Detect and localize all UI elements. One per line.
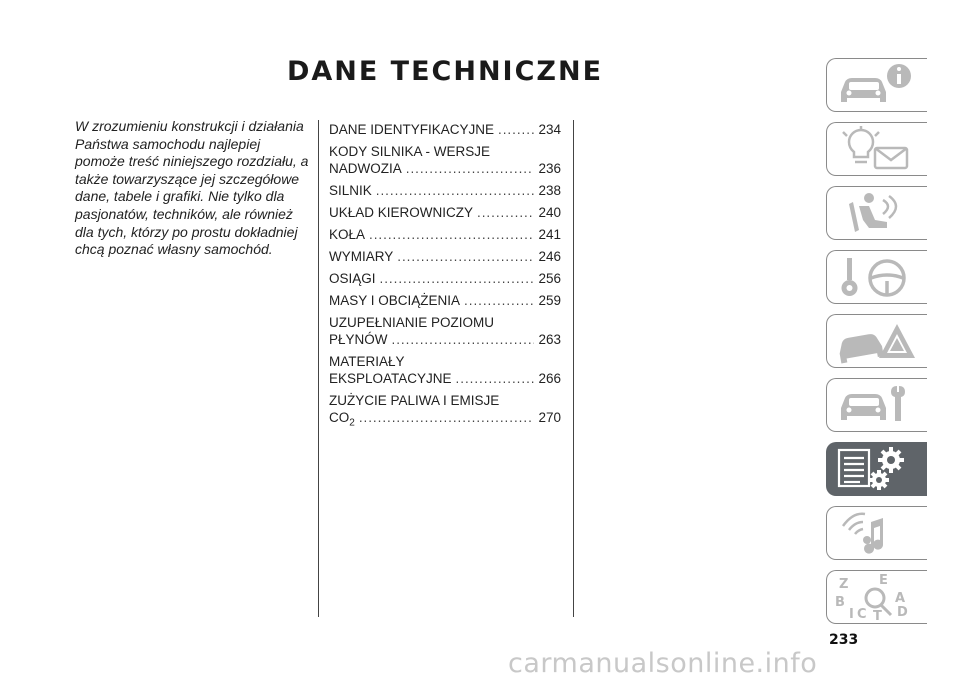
toc-label: UZUPEŁNIANIE POZIOMU [329,315,495,330]
toc-page-number: 246 [538,249,561,264]
toc-page-number: 238 [538,183,561,198]
toc-entry[interactable] [329,248,561,265]
svg-text:I: I [849,607,854,620]
tab-multimedia[interactable] [826,506,927,560]
tab-emergency[interactable] [826,314,927,368]
toc-label: MATERIAŁY [329,354,405,369]
alphabetical-index-icon [835,574,919,620]
page-number: 233 [829,632,859,648]
svg-text:C: C [857,607,867,620]
toc-page-number: 240 [538,205,561,220]
toc-label: SILNIK [329,183,372,198]
toc-label: EKSPLOATACYJNE [329,371,452,386]
tab-safety[interactable] [826,186,927,240]
toc-label: OSIĄGI [329,271,376,286]
svg-text:B: B [835,595,845,610]
column-divider-right [573,120,574,617]
toc-page-number: 263 [538,332,561,347]
table-of-contents [329,121,561,437]
tab-starting-driving[interactable] [826,250,927,304]
toc-label: PŁYNÓW [329,332,388,347]
toc-label: ZUŻYCIE PALIWA I EMISJE [329,393,500,408]
svg-text:D: D [897,605,908,620]
toc-entry[interactable] [329,292,561,309]
car-warning-triangle-icon [835,318,919,364]
toc-entry[interactable] [329,121,561,138]
column-divider-left [318,120,319,617]
toc-label: KOŁA [329,227,366,242]
technical-data-gears-icon [835,446,919,492]
toc-label: KODY SILNIKA - WERSJE [329,144,491,159]
toc-page-number: 236 [538,161,561,176]
toc-page-number: 256 [538,271,561,286]
tab-car-info[interactable] [826,58,927,112]
toc-entry[interactable] [329,270,561,287]
toc-label: $CO_2$ [329,410,355,429]
toc-entry[interactable] [329,226,561,243]
multimedia-music-icon [835,510,919,556]
toc-label: NADWOZIA [329,161,402,176]
watermark: carmanualsonline.info [508,648,818,679]
chapter-intro: W zrozumieniu konstrukcji i działania Państwa samochodu najlepiej pomoże treść niniejszego rozdziału, a także towarzyszące jej szczegółowe dane, tabele i grafiki. Nie tylko dla pasjonatów, techników, ale również dla tych, którzy po prostu dokładniej chcą poznać własny samochód. [75,118,309,258]
chapter-tabs [826,58,928,634]
toc-entry[interactable] [329,182,561,199]
toc-page-number: 241 [538,227,561,242]
seat-airbag-icon [835,190,919,236]
svg-text:E: E [879,574,888,588]
key-steering-wheel-icon [835,254,919,300]
toc-page-number: 266 [538,371,561,386]
tab-maintenance[interactable] [826,378,927,432]
toc-entry[interactable] [329,204,561,221]
toc-entry[interactable] [329,353,561,387]
svg-text:A: A [895,591,906,606]
svg-text:T: T [873,609,882,620]
toc-entry[interactable] [329,143,561,177]
tab-technical-data[interactable] [826,442,927,496]
toc-entry[interactable] [329,392,561,432]
toc-label: MASY I OBCIĄŻENIA [329,293,461,308]
toc-label: WYMIARY [329,249,394,264]
tab-warning-lights[interactable] [826,122,927,176]
tab-index[interactable] [826,570,927,624]
toc-page-number: 270 [538,410,561,425]
warning-lights-message-icon [835,126,919,172]
toc-label: UKŁAD KIEROWNICZY [329,205,474,220]
car-info-icon [835,62,919,108]
toc-label: DANE IDENTYFIKACYJNE [329,122,495,137]
toc-entry[interactable] [329,314,561,348]
page-title: DANE TECHNICZNE [286,56,604,87]
subscript: 2 [349,417,355,429]
toc-page-number: 234 [538,122,561,137]
car-wrench-icon [835,382,919,428]
svg-text:Z: Z [839,577,849,592]
toc-page-number: 259 [538,293,561,308]
